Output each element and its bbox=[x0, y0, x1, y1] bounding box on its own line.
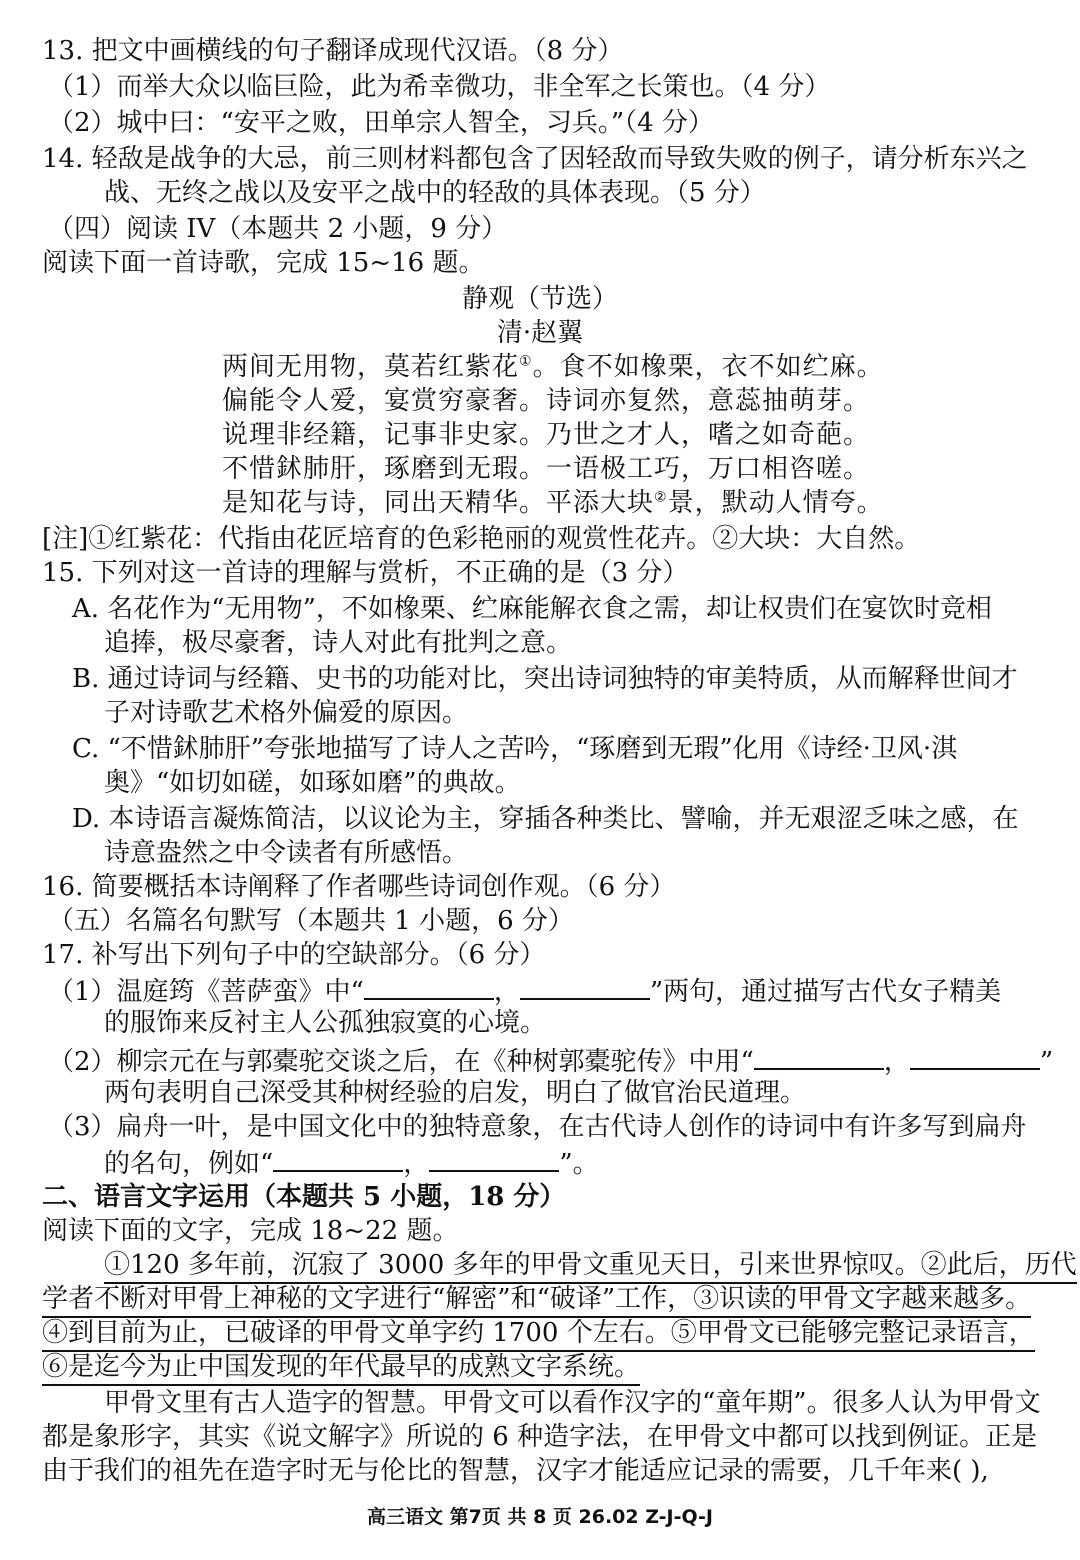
q17-stem: 17. 补写出下列句子中的空缺部分。（6 分） bbox=[42, 940, 546, 970]
q14-line1: 14. 轻敌是战争的大忌，前三则材料都包含了因轻敌而导致失败的例子，请分析东兴之 bbox=[42, 144, 1028, 174]
q15-option-a-cont: 追捧，极尽豪奢，诗人对此有批判之意。 bbox=[104, 628, 573, 658]
q17-sub3-cont: 的名句，例如“ ， ”。 bbox=[104, 1144, 599, 1181]
answer-blank[interactable] bbox=[273, 1144, 403, 1172]
answer-blank[interactable] bbox=[429, 1144, 559, 1172]
section4-intro: 阅读下面一首诗歌，完成 15~16 题。 bbox=[42, 248, 485, 278]
q15-option-c-cont: 奥》“如切如磋，如琢如磨”的典故。 bbox=[104, 768, 521, 798]
answer-blank[interactable] bbox=[754, 1042, 884, 1070]
q17-sub1: （1）温庭筠《菩萨蛮》中“ ， ”两句，通过描写古代女子精美 bbox=[48, 972, 1001, 1009]
underlined-passage-line-3: ④到目前为止，已破译的甲骨文单字约 1700 个左右。⑤甲骨文已能够完整记录语言， bbox=[42, 1316, 1035, 1350]
underlined-passage-line-4: ⑥是迄今为止中国发现的年代最早的成熟文字系统。 bbox=[42, 1350, 640, 1384]
poem-author: 清·赵翼 bbox=[496, 318, 584, 348]
underlined-passage-line-2: 学者不断对甲骨上神秘的文字进行“解密”和“破译”工作，③识读的甲骨文字越来越多。 bbox=[42, 1282, 1031, 1316]
q15-option-b-cont: 子对诗歌艺术格外偏爱的原因。 bbox=[104, 698, 469, 728]
section5-title: （五）名篇名句默写（本题共 1 小题，6 分） bbox=[48, 906, 574, 936]
q15-option-d-cont: 诗意盎然之中令读者有所感悟。 bbox=[104, 838, 469, 868]
q14-line2: 战、无终之战以及安平之战中的轻敌的具体表现。（5 分） bbox=[104, 178, 766, 208]
poem-line-2: 偏能令人爱，宴赏穷豪奢。诗词亦复然，意蕊抽萌芽。 bbox=[222, 386, 871, 416]
answer-blank[interactable] bbox=[910, 1042, 1040, 1070]
q15-option-a: A. 名花作为“无用物”，不如橡栗、纻麻能解衣食之需，却让权贵们在宴饮时竞相 bbox=[72, 594, 992, 624]
q17-sub1-cont: 的服饰来反衬主人公孤独寂寞的心境。 bbox=[104, 1008, 547, 1038]
part2-title: 二、语言文字运用（本题共 5 小题，18 分） bbox=[42, 1182, 566, 1212]
poem-line-3: 说理非经籍，记事非史家。乃世之才人，嗜之如奇葩。 bbox=[222, 420, 871, 450]
poem-note: [注]①红紫花：代指由花匠培育的色彩艳丽的观赏性花卉。②大块：大自然。 bbox=[42, 524, 921, 554]
q15-option-d: D. 本诗语言凝炼简洁，以议论为主，穿插各种类比、譬喻，并无艰涩乏味之感，在 bbox=[72, 804, 1019, 834]
passage-para-line-3: 由于我们的祖先在造字时无与伦比的智慧，汉字才能适应记录的需要，几千年来( ), bbox=[42, 1456, 989, 1486]
answer-blank[interactable] bbox=[364, 972, 494, 1000]
footnote-mark-2: ② bbox=[654, 489, 668, 506]
section4-title: （四）阅读 IV（本题共 2 小题，9 分） bbox=[48, 214, 508, 244]
q17-sub3: （3）扁舟一叶，是中国文化中的独特意象，在古代诗人创作的诗词中有许多写到扁舟 bbox=[48, 1112, 1027, 1142]
q17-sub2: （2）柳宗元在与郭橐驼交谈之后，在《种树郭橐驼传》中用“ ， ” bbox=[48, 1042, 1053, 1079]
q15-option-c: C. “不惜鉥肺肝”夸张地描写了诗人之苦吟，“琢磨到无瑕”化用《诗经·卫风·淇 bbox=[72, 734, 958, 764]
poem-title: 静观（节选） bbox=[461, 284, 618, 314]
q16-stem: 16. 简要概括本诗阐释了作者哪些诗词创作观。（6 分） bbox=[42, 872, 676, 902]
part2-intro: 阅读下面的文字，完成 18~22 题。 bbox=[42, 1216, 459, 1246]
q17-sub2-cont: 两句表明自己深受其种树经验的启发，明白了做官治民道理。 bbox=[104, 1078, 807, 1108]
answer-blank[interactable] bbox=[520, 972, 650, 1000]
passage-para-line-1: 甲骨文里有古人造字的智慧。甲骨文可以看作汉字的“童年期”。很多人认为甲骨文 bbox=[104, 1388, 1041, 1418]
underlined-passage-line-1: ①120 多年前，沉寂了 3000 多年的甲骨文重见天日，引来世界惊叹。②此后，历代 bbox=[104, 1248, 1077, 1282]
q13-stem: 13. 把文中画横线的句子翻译成现代汉语。（8 分） bbox=[42, 36, 624, 66]
page-footer: 高三语文 第7页 共 8 页 26.02 Z-J-Q-J bbox=[367, 1506, 713, 1528]
q15-option-b: B. 通过诗词与经籍、史书的功能对比，突出诗词独特的审美特质，从而解释世间才 bbox=[72, 664, 1018, 694]
footnote-mark-1: ① bbox=[519, 353, 533, 370]
q13-sub2: （2）城中曰：“安平之败，田单宗人智全，习兵。”（4 分） bbox=[48, 108, 714, 138]
poem-line-4: 不惜鉥肺肝，琢磨到无瑕。一语极工巧，万口相咨嗟。 bbox=[222, 454, 871, 484]
passage-para-line-2: 都是象形字，其实《说文解字》所说的 6 种造字法，在甲骨文中都可以找到例证。正是 bbox=[42, 1422, 1038, 1452]
q13-sub1: （1）而举大众以临巨险，此为希幸微功，非全军之长策也。（4 分） bbox=[48, 72, 831, 102]
poem-line-5: 是知花与诗，同出天精华。平添大块②景，默动人情夸。 bbox=[222, 488, 884, 518]
poem-line-1: 两间无用物，莫若红紫花①。食不如橡栗，衣不如纻麻。 bbox=[222, 352, 884, 382]
q15-stem: 15. 下列对这一首诗的理解与赏析，不正确的是（3 分） bbox=[42, 558, 689, 588]
